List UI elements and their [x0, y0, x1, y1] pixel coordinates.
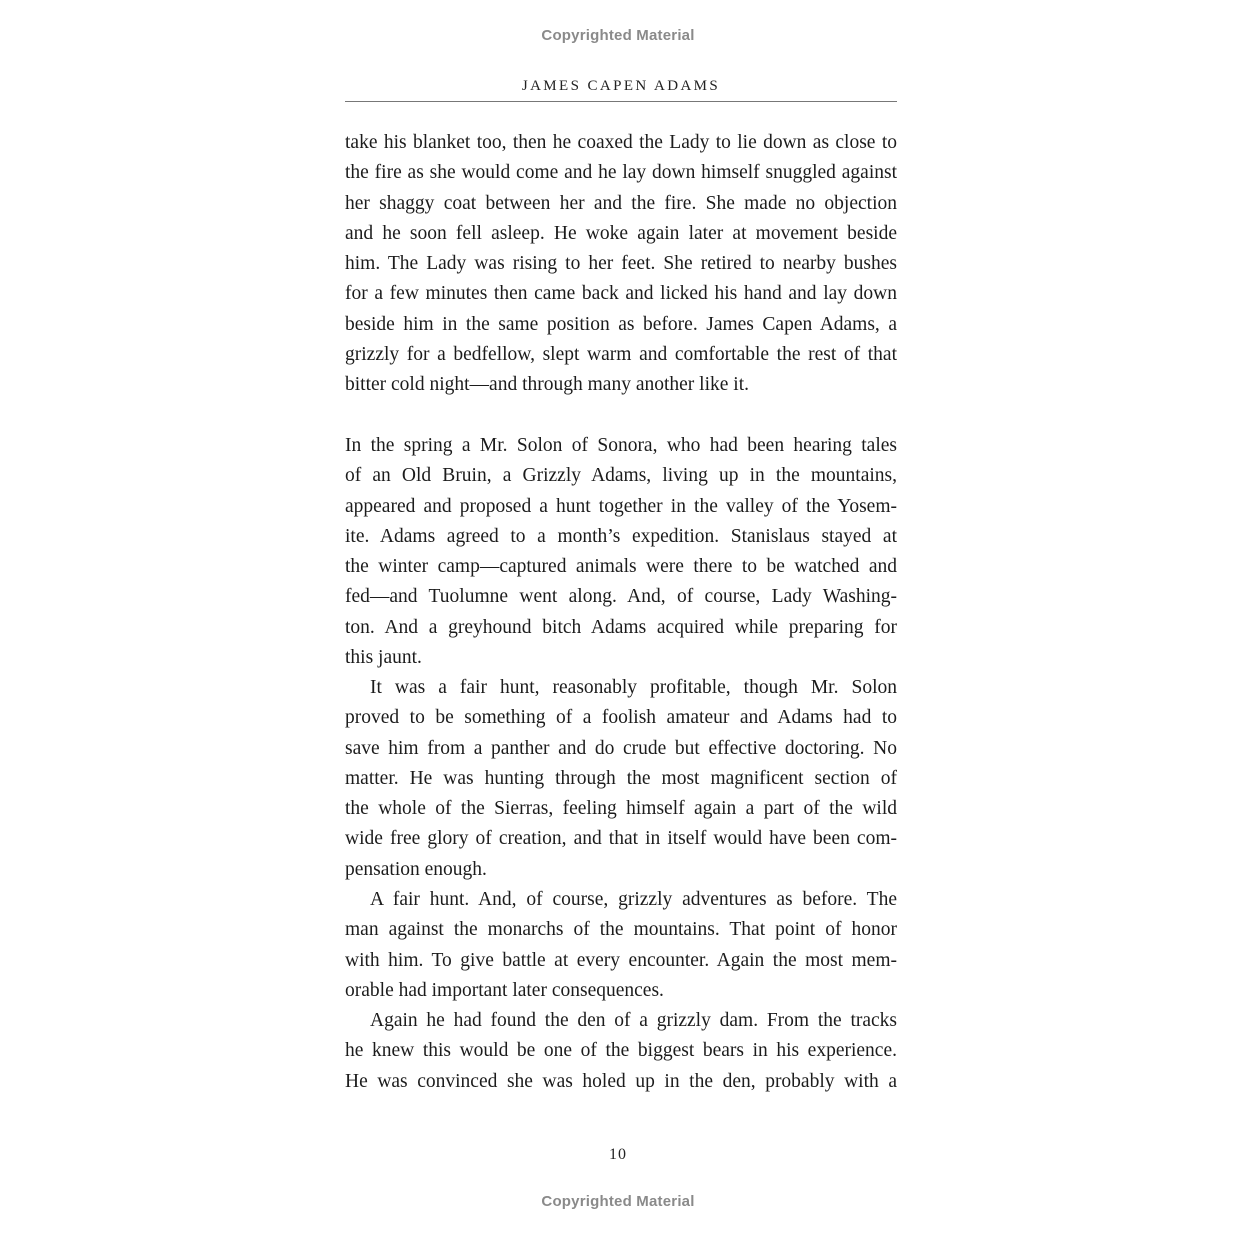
paragraph-4 — [345, 885, 897, 1006]
text-line: with him. To give battle at every encounter. Again the most mem- — [345, 949, 897, 971]
copyright-watermark-bottom: Copyrighted Material — [541, 1193, 695, 1210]
running-head-rule — [345, 101, 897, 102]
text-line: It was a fair hunt, reasonably profitable, though Mr. Solon — [370, 677, 897, 698]
text-line: proved to be something of a foolish amateur and Adams had to — [345, 707, 897, 729]
text-line: man against the monarchs of the mountains. That point of honor — [345, 919, 897, 941]
text-line: the winter camp—captured animals were there to be watched and — [345, 556, 897, 578]
text-line: orable had important later consequences. — [345, 979, 664, 1001]
text-line: he knew this would be one of the biggest bears in his experience. — [345, 1040, 897, 1062]
text-line: beside him in the same position as before. James Capen Adams, a — [345, 313, 897, 335]
text-line: grizzly for a bedfellow, slept warm and comfortable the rest of that — [345, 344, 897, 366]
text-line: fed—and Tuolumne went along. And, of course, Lady Washing- — [345, 586, 897, 608]
paragraph-5 — [345, 1006, 897, 1097]
text-line: matter. He was hunting through the most magnificent section of — [345, 767, 897, 789]
text-line: pensation enough. — [345, 858, 487, 880]
text-line: ite. Adams agreed to a month’s expedition. Stanislaus stayed at — [345, 525, 897, 547]
text-line: take his blanket too, then he coaxed the Lady to lie down as close to — [345, 132, 897, 153]
copyright-watermark-top: Copyrighted Material — [541, 27, 695, 44]
text-line: ton. And a greyhound bitch Adams acquired while preparing for — [345, 616, 897, 638]
paragraph-3 — [345, 673, 897, 885]
text-line: In the spring a Mr. Solon of Sonora, who had been hearing tales — [345, 435, 897, 456]
text-line: her shaggy coat between her and the fire. She made no objection — [345, 192, 897, 214]
text-line: A fair hunt. And, of course, grizzly adventures as before. The — [370, 889, 897, 910]
text-line: the fire as she would come and he lay down himself snuggled against — [345, 162, 897, 184]
text-line: Again he had found the den of a grizzly dam. From the tracks — [370, 1010, 897, 1031]
text-line: save him from a panther and do crude but effective doctoring. No — [345, 737, 897, 759]
text-line: this jaunt. — [345, 647, 422, 669]
text-line: and he soon fell asleep. He woke again later at movement beside — [345, 222, 897, 244]
running-head: JAMES CAPEN ADAMS — [521, 78, 721, 94]
paragraph-1 — [345, 128, 897, 401]
text-line: He was convinced she was holed up in the den, probably with a — [345, 1070, 897, 1092]
text-line: the whole of the Sierras, feeling himself again a part of the wild — [345, 798, 897, 820]
text-line: wide free glory of creation, and that in itself would have been com- — [345, 828, 897, 850]
text-line: for a few minutes then came back and licked his hand and lay down — [345, 283, 897, 305]
text-line: him. The Lady was rising to her feet. She retired to nearby bushes — [345, 253, 897, 275]
paragraph-2 — [345, 431, 897, 673]
page-number: 10 — [609, 1146, 627, 1163]
text-line: of an Old Bruin, a Grizzly Adams, living up in the mountains, — [345, 465, 897, 487]
text-line: bitter cold night—and through many another like it. — [345, 374, 749, 396]
text-line: appeared and proposed a hunt together in the valley of the Yosem- — [345, 495, 897, 517]
